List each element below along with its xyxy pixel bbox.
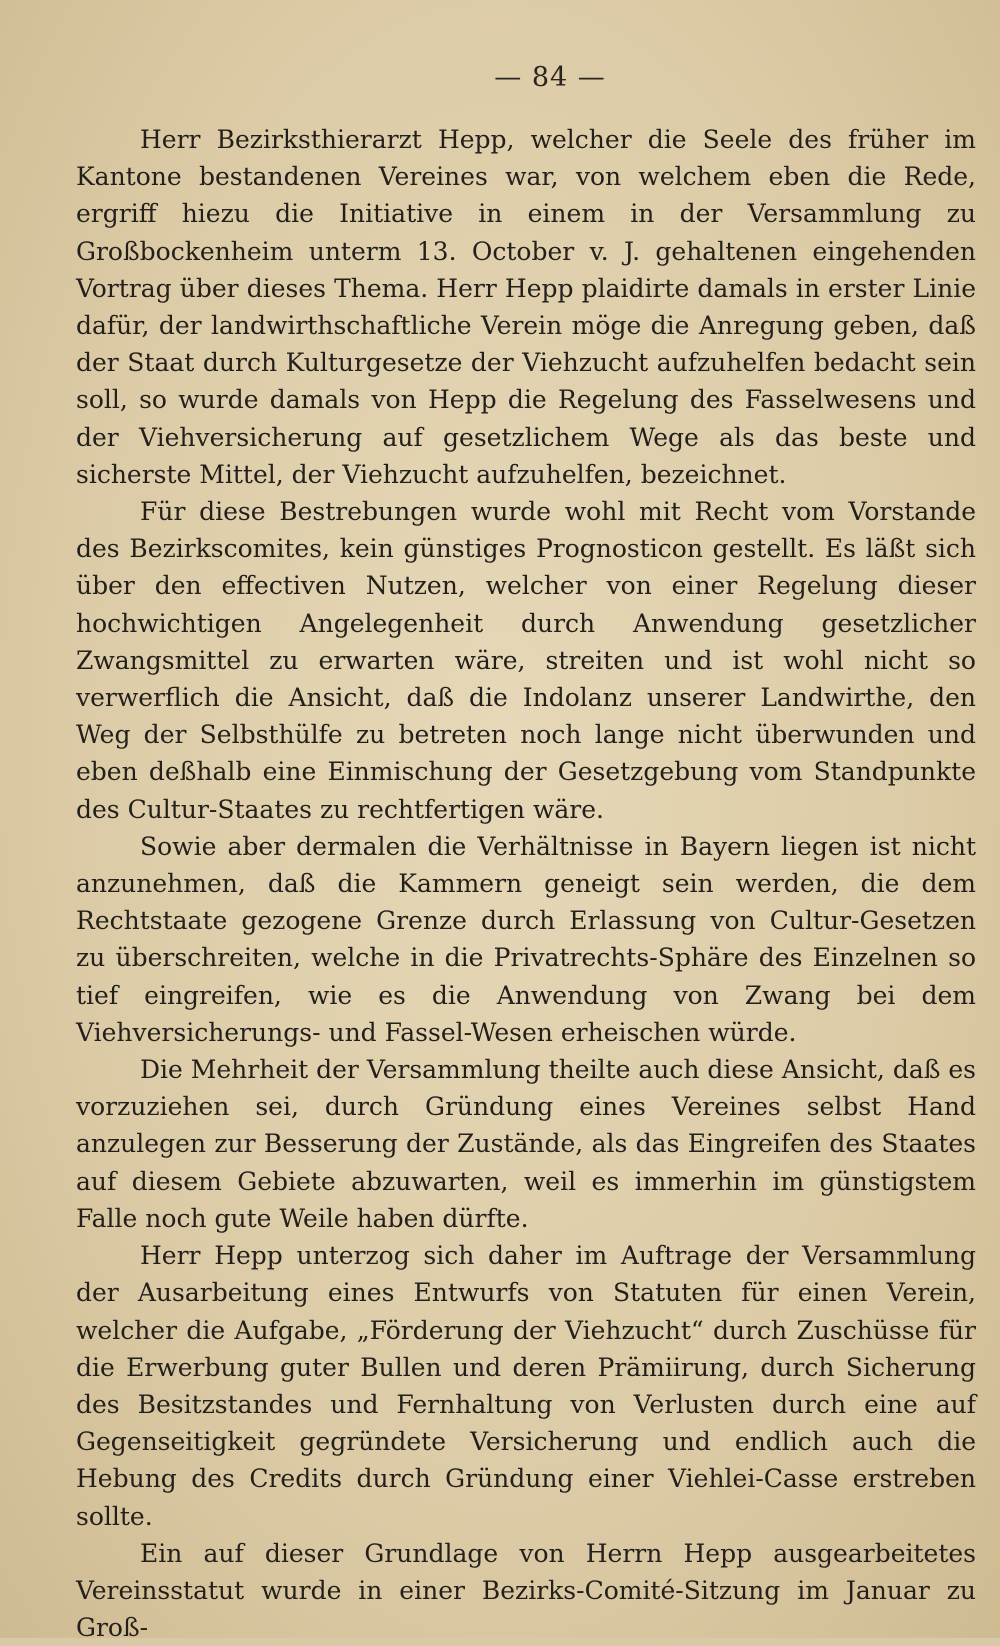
paragraph: Die Mehrheit der Versammlung theilte auch diese Ansicht, daß es vorzuziehen sei, durch Gründung eines Vereines selbst Hand anzulegen zur Besserung der Zustände, als das Eingreifen des Staates auf diesem Gebiete abzuwarten, weil es immerhin im günstigstem Falle noch gute Weile haben dürfte.: [76, 1055, 976, 1233]
paragraph: Für diese Bestrebungen wurde wohl mit Recht vom Vorstande des Bezirkscomites, kein günstiges Prognosticon gestellt. Es läßt sich über den effectiven Nutzen, welcher von einer Regelung dieser hochwichtigen Angelegenheit durch Anwendung gesetzlicher Zwangsmittel zu erwarten wäre, streiten und ist wohl nicht so verwerflich die Ansicht, daß die Indolanz unserer Landwirthe, den Weg der Selbsthülfe zu betreten noch lange nicht überwunden und eben deßhalb eine Einmischung der Gesetzgebung vom Standpunkte des Cultur-Staates zu rechtfertigen wäre.: [76, 497, 976, 824]
paragraph: Ein auf dieser Grundlage von Herrn Hepp ausgearbeitetes Vereinsstatut wurde in einer Bezirks-Comité-Sitzung im Januar zu Groß-: [76, 1538, 976, 1643]
paragraph: Herr Hepp unterzog sich daher im Auftrage der Versammlung der Ausarbeitung eines Entwurfs von Statuten für einen Verein, welcher die Aufgabe, „Förderung der Viehzucht“ durch Zuschüsse für die Erwerbung guter Bullen und deren Prämiirung, durch Sicherung des Besitzstandes und Fernhaltung von Verlusten durch eine auf Gegenseitigkeit gegründete Versicherung und endlich auch die Hebung des Credits durch Gründung einer Viehlei-Casse erstreben sollte.: [76, 1241, 976, 1531]
paragraph: Herr Bezirksthierarzt Hepp, welcher die Seele des früher im Kantone bestandenen Vereines war, von welchem eben die Rede, ergriff hiezu die Initiative in einem in der Versammlung zu Großbockenheim unterm 13. October v. J. gehaltenen eingehenden Vortrag über dieses Thema. Herr Hepp plaidirte damals in erster Linie dafür, der landwirthschaftliche Verein möge die Anregung geben, daß der Staat durch Kulturgesetze der Viehzucht aufzuhelfen bedacht sein soll, so wurde damals von Hepp die Regelung des Fasselwesens und der Viehversicherung auf gesetzlichem Wege als das beste und sicherste Mittel, der Viehzucht aufzuhelfen, bezeichnet.: [76, 125, 976, 489]
paragraph: Sowie aber dermalen die Verhältnisse in Bayern liegen ist nicht anzunehmen, daß die Kammern geneigt sein werden, die dem Rechtstaate gezogene Grenze durch Erlassung von Cultur-Gesetzen zu überschreiten, welche in die Privatrechts-Sphäre des Einzelnen so tief eingreifen, wie es die Anwendung von Zwang bei dem Viehversicherungs- und Fassel-Wesen erheischen würde.: [76, 831, 976, 1047]
body-text: [76, 121, 976, 1646]
page-number: — 84 —: [494, 62, 606, 93]
